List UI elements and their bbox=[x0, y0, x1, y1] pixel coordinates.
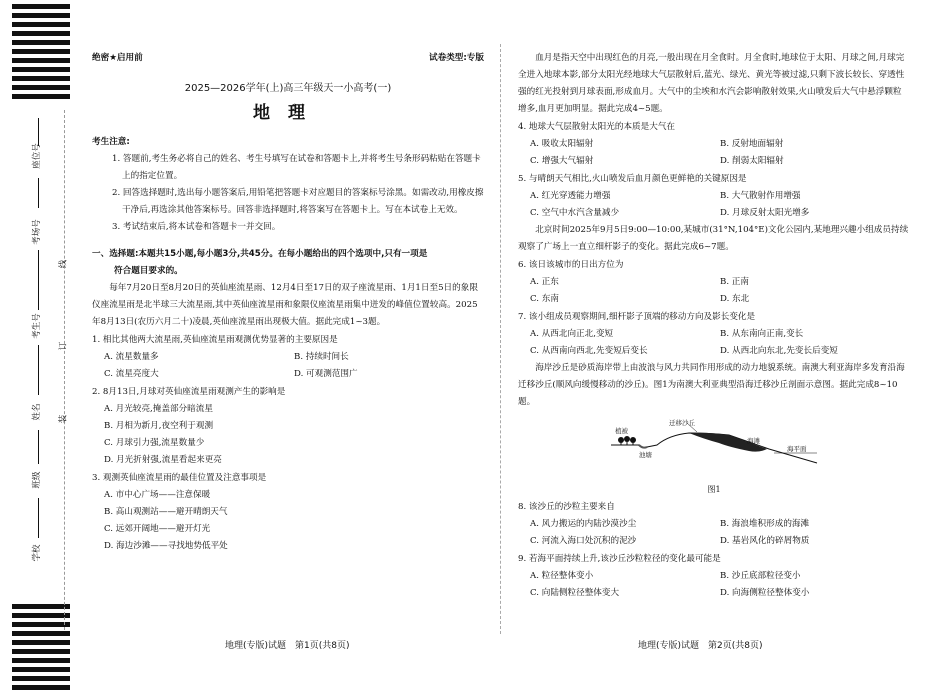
cut-line bbox=[64, 110, 65, 630]
binding-bar bbox=[12, 676, 70, 681]
option: C. 月球引力强,流星数量少 bbox=[104, 438, 205, 448]
option: B. 持续时间长 bbox=[294, 352, 349, 362]
option: B. 沙丘底部粒径变小 bbox=[720, 571, 801, 581]
question-options bbox=[518, 188, 910, 222]
label-beach: 海滩 bbox=[747, 437, 760, 445]
option: B. 高山观测站——避开晴朗天气 bbox=[104, 507, 228, 517]
question-options bbox=[518, 516, 910, 550]
question-group bbox=[92, 332, 484, 555]
option: D. 从西北向东北,先变长后变短 bbox=[720, 346, 838, 356]
notice-item: 1. 答题前,考生务必将自己的姓名、考生号填写在试卷和答题卡上,并将考生号条形码粘贴在答题卡上的指定位置。 bbox=[112, 154, 481, 181]
binding-bar bbox=[12, 67, 70, 72]
option: C. 空气中水汽含量减少 bbox=[530, 208, 620, 218]
question-stem: 7. 该小组成员观察期间,细杆影子顶端的移动方向及影长变化是 bbox=[518, 312, 756, 322]
question-options bbox=[92, 401, 484, 469]
page-footer: 地理(专版)试题 第2页(共8页) bbox=[638, 641, 763, 651]
option: B. 海浪堆积形成的海滩 bbox=[720, 519, 810, 529]
option: B. 从东南向正南,变长 bbox=[720, 329, 804, 339]
option: C. 流星亮度大 bbox=[104, 369, 159, 379]
exam-title: 2025—2026学年(上)高三年级天一小高考(一) bbox=[184, 83, 392, 94]
option: D. 削弱太阳辐射 bbox=[720, 156, 784, 166]
option: B. 反射地面辐射 bbox=[720, 139, 784, 149]
subject-title: 地理 bbox=[253, 103, 323, 123]
question-stem: 8. 该沙丘的沙粒主要来自 bbox=[518, 502, 615, 512]
option: D. 海边沙滩——寻找地势低平处 bbox=[104, 541, 228, 551]
option: D. 基岩风化的碎屑物质 bbox=[720, 536, 810, 546]
option: C. 向陆侧粒径整体变大 bbox=[530, 588, 620, 598]
option: B. 正南 bbox=[720, 277, 749, 287]
question-group bbox=[518, 119, 910, 222]
option: D. 向海侧粒径整体变小 bbox=[720, 588, 810, 598]
binding-margin bbox=[0, 0, 80, 688]
passage: 每年7月20日至8月20日的英仙座流星雨、12月4日至17日的双子座流星雨、1月1日至5日的象限仪座流星雨是北半球三大流星雨,其中英仙座流星雨和象限仪座流星雨集中迸发的峰值位置较高。2025年8月13日(农历六月二十)凌晨,英仙座流星雨出现极大值。据此完成1~3题。 bbox=[92, 283, 478, 327]
question-group bbox=[518, 257, 910, 360]
option: D. 月光折射强,流星看起来更亮 bbox=[104, 455, 222, 465]
binding-bar bbox=[12, 13, 70, 18]
class-label: 班级 bbox=[32, 471, 42, 489]
option: A. 粒径整体变小 bbox=[530, 571, 594, 581]
binding-bar bbox=[12, 658, 70, 663]
binding-bar bbox=[12, 85, 70, 90]
option: D. 月球反射太阳光增多 bbox=[720, 208, 810, 218]
notice-item: 2. 回答选择题时,选出每小题答案后,用铅笔把答题卡对应题目的答案标号涂黑。如需改动,用橡皮擦干净后,再选涂其他答案标号。回答非选择题时,将答案写在答题卡上。写在本试卷上无效。 bbox=[112, 188, 484, 215]
page-footer: 地理(专版)试题 第1页(共8页) bbox=[225, 641, 350, 651]
notice-item: 3. 考试结束后,将本试卷和答题卡一并交回。 bbox=[112, 222, 281, 232]
left-column bbox=[92, 50, 484, 555]
secret-mark: 绝密★启用前 bbox=[92, 53, 143, 63]
question-options bbox=[518, 326, 910, 360]
binding-bar bbox=[12, 622, 70, 627]
figure-caption: 图1 bbox=[707, 485, 721, 494]
school-label: 学校 bbox=[32, 544, 42, 562]
label-pond: 池塘 bbox=[639, 451, 652, 459]
right-column bbox=[518, 50, 910, 602]
option: D. 东北 bbox=[720, 294, 750, 304]
section-title-cont: 符合题目要求的。 bbox=[114, 266, 183, 276]
option: A. 红光穿透能力增强 bbox=[530, 191, 611, 201]
option: C. 东南 bbox=[530, 294, 559, 304]
option: C. 增强大气辐射 bbox=[530, 156, 594, 166]
header-row bbox=[92, 50, 484, 67]
option: B. 月相为新月,夜空利于观测 bbox=[104, 421, 214, 431]
question-stem: 3. 观测英仙座流星雨的最佳位置及注意事项是 bbox=[92, 473, 267, 483]
option: A. 从西北向正北,变短 bbox=[530, 329, 614, 339]
exam-room-label: 考场号 bbox=[32, 219, 42, 245]
label-migrating-dune: 迁移沙丘 bbox=[669, 419, 695, 427]
seat-number-label: 座位号 bbox=[32, 143, 42, 169]
question-stem: 6. 该日该城市的日出方位为 bbox=[518, 260, 624, 270]
binding-bar bbox=[12, 22, 70, 27]
binding-bar bbox=[12, 613, 70, 618]
question-stem: 9. 若海平面持续上升,该沙丘沙粒粒径的变化最可能是 bbox=[518, 554, 721, 564]
question-options bbox=[518, 568, 910, 602]
binding-bar bbox=[12, 640, 70, 645]
binding-bar bbox=[12, 631, 70, 636]
section-title-text: 一、选择题:本题共15小题,每小题3分,共45分。在每小题给出的四个选项中,只有一项是 bbox=[92, 249, 428, 259]
binding-bar bbox=[12, 31, 70, 36]
passage: 海岸沙丘是砂质海岸带上由波浪与风力共同作用形成的动力地貌系统。南澳大利亚海岸多发育沿海迁移沙丘(顺风向缓慢移动的沙丘)。图1为南澳大利亚典型沿海迁移沙丘剖面示意图。据此完成8~10题。 bbox=[518, 363, 905, 407]
question-stem: 2. 8月13日,月球对英仙座流星雨观测产生的影响是 bbox=[92, 387, 286, 397]
question-stem: 4. 地球大气层散射太阳光的本质是大气在 bbox=[518, 122, 676, 132]
cut-mark-pack: 装 bbox=[58, 414, 69, 424]
option: A. 正东 bbox=[530, 277, 559, 287]
binding-bar bbox=[12, 58, 70, 63]
name-label: 姓名 bbox=[32, 403, 42, 421]
binding-bar bbox=[12, 604, 70, 609]
label-vegetation: 植被 bbox=[615, 427, 628, 435]
dune-profile-figure bbox=[609, 415, 819, 475]
option: A. 风力搬运的内陆沙漠沙尘 bbox=[530, 519, 637, 529]
option: A. 市中心广场——注意保暖 bbox=[104, 490, 211, 500]
notice-list bbox=[92, 151, 484, 236]
option: A. 流星数量多 bbox=[104, 352, 159, 362]
binding-bar bbox=[12, 667, 70, 672]
option: A. 月光较亮,掩盖部分暗流星 bbox=[104, 404, 213, 414]
binding-bar bbox=[12, 49, 70, 54]
option: D. 可观测范围广 bbox=[294, 369, 358, 379]
section-title bbox=[92, 246, 484, 280]
question-stem: 5. 与晴朗天气相比,火山喷发后血月颜色更鲜艳的关键原因是 bbox=[518, 174, 747, 184]
option: C. 河流入海口处沉积的泥沙 bbox=[530, 536, 637, 546]
paper-type: 试卷类型:专版 bbox=[429, 53, 484, 63]
cut-mark-line: 线 bbox=[58, 259, 69, 269]
question-options bbox=[92, 349, 484, 383]
student-number-label: 考生号 bbox=[32, 313, 42, 339]
option: C. 远郊开阔地——避开灯光 bbox=[104, 524, 211, 534]
notice-title: 考生注意: bbox=[92, 137, 130, 147]
binding-bar bbox=[12, 76, 70, 81]
column-divider bbox=[500, 44, 501, 634]
option: B. 大气散射作用增强 bbox=[720, 191, 801, 201]
cut-mark-bind: 订 bbox=[58, 341, 69, 351]
passage: 北京时间2025年9月5日9:00—10:00,某城市(31°N,104°E)文化公园内,某地理兴趣小组成员持续观察了广场上一直立细杆影子的变化。据此完成6~7题。 bbox=[518, 225, 909, 252]
passage: 血月是指天空中出现红色的月亮,一般出现在月全食时。月全食时,地球位于太阳、月球之间,月球完全进入地球本影,部分太阳光经地球大气层散射后,蓝光、绿光、黄光等被过滤,只剩下波长较长、穿透性强的红光投射到月球表面,形成血月。大气中的尘埃和水汽会影响散射效果,火山喷发后大气中悬浮颗粒增多,血月更加明显。据此完成4~5题。 bbox=[518, 53, 905, 114]
binding-bar bbox=[12, 94, 70, 99]
question-group bbox=[518, 499, 910, 602]
question-options bbox=[518, 274, 910, 308]
binding-bar bbox=[12, 40, 70, 45]
question-options bbox=[92, 487, 484, 555]
binding-bar bbox=[12, 649, 70, 654]
question-stem: 1. 相比其他两大流星雨,英仙座流星雨观测优势显著的主要原因是 bbox=[92, 335, 338, 345]
option: C. 从西南向西北,先变短后变长 bbox=[530, 346, 648, 356]
option: A. 吸收太阳辐射 bbox=[530, 139, 594, 149]
question-options bbox=[518, 136, 910, 170]
binding-bar bbox=[12, 4, 70, 9]
label-sea-level: 海平面 bbox=[787, 445, 807, 453]
